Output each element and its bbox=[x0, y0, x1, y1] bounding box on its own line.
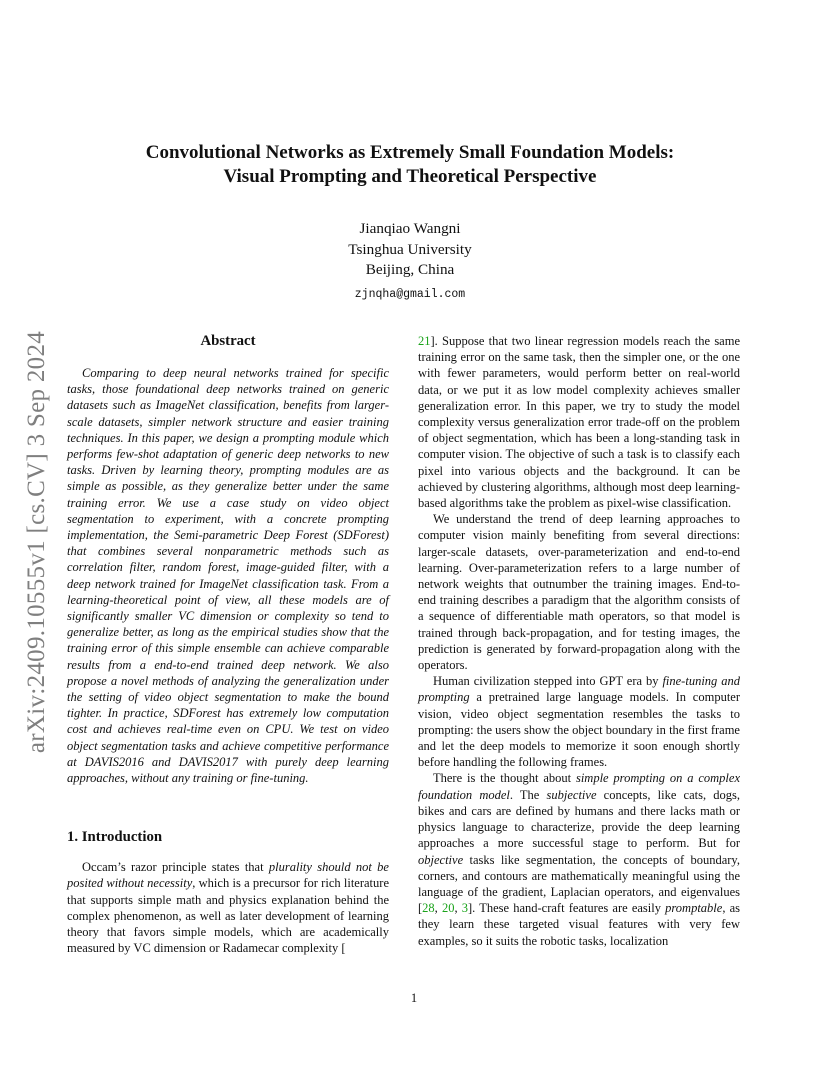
title-block bbox=[60, 141, 760, 189]
paper-title-line-1: Convolutional Networks as Extremely Small Foundation Models: bbox=[145, 142, 675, 163]
intro-paragraph-4: There is the thought about simple prompting on a complex foundation model. The subjective concepts, like cats, dogs, bikes and cars are defined by humans and there lacks math or physics language to characterize, provide the deep learning approaches a more successful stage to perform. But for objective tasks like segmentation, the concepts of boundary, corners, and contours are mathematically meaningful using the language of the gradient, Laplacian operators, and eigenvalues [28, 20, 3]. These hand-craft features are easily promptable, as they learn these targeted visual features with very few examples, so it suits the robotic tasks, localization bbox=[418, 771, 741, 948]
page-number: 1 bbox=[410, 991, 418, 1005]
left-column bbox=[67, 332, 389, 957]
intro-paragraph-1: Occam’s razor principle states that plurality should not be posited without necessity, which is a precursor for rich literature that supports simple math and physics explanation behind the complex phenomenon, as well as later development of learning theory that favors simple models, which are academically measured by VC dimension or Radamecar complexity [ bbox=[67, 860, 389, 956]
citation-link[interactable]: 3 bbox=[461, 901, 468, 916]
intro-paragraph-2: We understand the trend of deep learning approaches to computer vision mainly benefiting from several directions: larger-scale datasets, over-parameterization and end-to-end learning. Over-parameterization refers to a large number of network weights that outnumber the training images. End-to-end training describes a paradigm that the algorithm consists of a sequence of differentiable math operators, so that model is trained through back-propagation, and for testing images, the prediction is generated by forward-propagation along with the operators. bbox=[418, 512, 740, 673]
author-block bbox=[150, 219, 670, 303]
abstract-text: Comparing to deep neural networks trained for specific tasks, those foundational deep networks trained on generic datasets such as ImageNet classification, benefits from larger-scale datasets, simpler network structure and easier training techniques. In this paper, we design a prompting module which performs few-shot adaptation of generic deep networks to new tasks. Driven by learning theory, prompting modules are as simple as possible, as they generalize better under the same training error. We use a case study on video object segmentation to experiment, with a concrete prompting implementation, the Semi-parametric Deep Forest (SDForest) that combines several nonparametric methods such as correlation filter, random forest, image-guided filter, with a deep network trained for ImageNet classification task. From a learning-theoretical point of view, all these models are of significantly smaller VC dimension or complexity so tend to generalize better, as long as the empirical studies show that the training error of this simple ensemble can achieve comparable results from a end-to-end trained deep network. We also propose a novel methods of analyzing the generalization under the setting of video object segmentation to make the bound tighter. In practice, SDForest has extremely low computation cost and achieves real-time even on CPU. We test on video object segmentation tasks and achieve competitive performance at DAVIS2016 and DAVIS2017 with purely deep learning approaches, without any training or fine-tuning. bbox=[67, 366, 389, 786]
abstract-heading: Abstract bbox=[200, 333, 256, 349]
author-name: Jianqiao Wangni bbox=[359, 220, 461, 237]
arxiv-identifier: arXiv:2409.10555v1 [cs.CV] 3 Sep 2024 bbox=[23, 330, 50, 754]
author-location: Beijing, China bbox=[365, 261, 455, 278]
intro-paragraph-3: Human civilization stepped into GPT era by fine-tuning and prompting a pretrained large language models. In computer vision, video object segmentation resembles the tasks to prompting: the users show the object boundary in the first frame and let the deep models to memorize it soon enough shortly before handling the following frames. bbox=[418, 674, 740, 770]
author-email: zjnqha@gmail.com bbox=[354, 287, 466, 301]
right-column bbox=[418, 333, 740, 949]
author-affiliation: Tsinghua University bbox=[348, 240, 472, 258]
intro-paragraph-1-continued: 21]. Suppose that two linear regression models reach the same training error on the same task, then the simpler one, or the one with fewer parameters, would perform better on real-world data, or we put it as low model complexity achieves smaller generalization error. In this paper, we try to study the model complexity versus generalization error trade-off on the problem of object segmentation, which has been a long-standing task in computer vision. The objective of such a task is to classify each pixel into various objects and the background. It can be achieved by clustering algorithms, although most deep learning-based algorithms take the problem as pixel-wise classification. bbox=[418, 334, 740, 511]
citation-link[interactable]: 28 bbox=[422, 901, 435, 916]
citation-link[interactable]: 20 bbox=[441, 901, 455, 916]
arxiv-identifier-sidebar bbox=[20, 282, 54, 802]
introduction-heading: 1. Introduction bbox=[67, 829, 163, 846]
citation-link[interactable]: 21 bbox=[418, 334, 431, 348]
paper-title-line-2: Visual Prompting and Theoretical Perspective bbox=[223, 166, 597, 187]
